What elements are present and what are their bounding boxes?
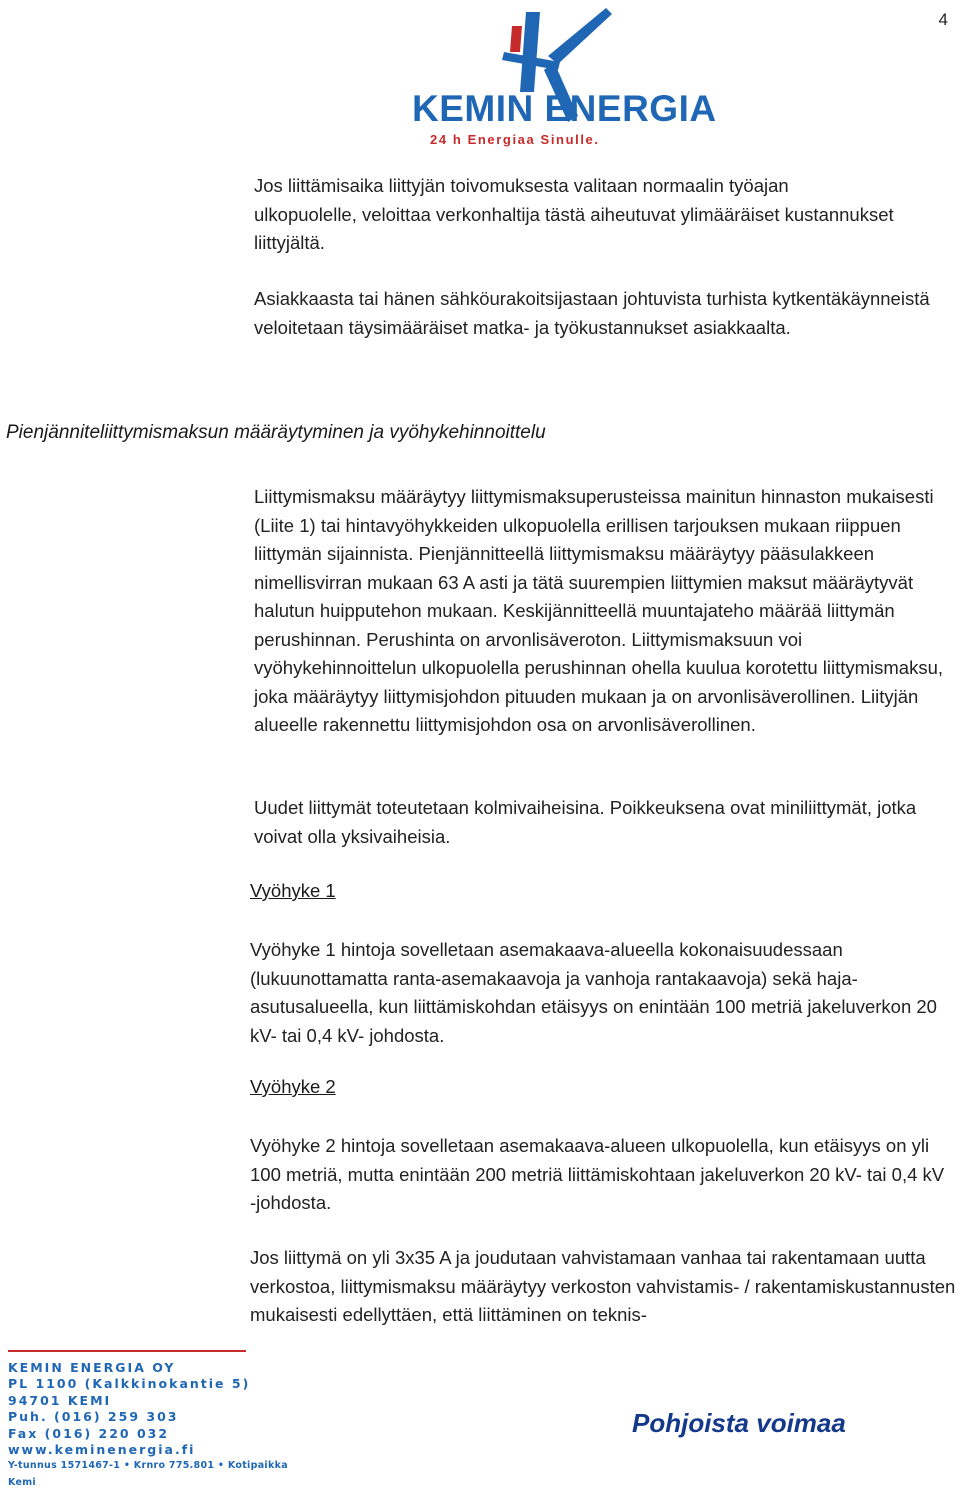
main-paragraph: Liittymismaksu määräytyy liittymismaksuperusteissa mainitun hinnaston mukaisesti (Liite 1) tai hintavyöhykkeiden ulkopuolella erillisen tarjouksen mukaan riippuen liittymän sijainnista. Pienjännitteellä liittymismaksu määräytyy pääsulakkeen nimellisvirran mukaan 63 A asti ja tätä suurempien liittymien maksut määräytyvät halutun huipputehon mukaan. Keskijännitteellä muuntajateho määrää liittymän perushinnan. Perushinta on arvonlisäveroton. Liittymismaksuun voi vyöhykehinnoittelun ulkopuolella perushinnan ohella kuulua korotettu liittymismaksu, joka määräytyy liittymisjohdon pituuden mukaan ja on arvonlisäverollinen. Liityjän alueelle rakennettu liittymisjohdon osa on arvonlisäverollinen. xyxy=(254,486,944,735)
footer-fax: Fax (016) 220 032 xyxy=(8,1425,170,1441)
zone-1-title: Vyöhyke 1 xyxy=(250,880,336,901)
slogan-logo: Pohjoista voimaa xyxy=(632,1408,846,1438)
reinforcement-paragraph: Jos liittymä on yli 3x35 A ja joudutaan vahvistamaan vanhaa tai rakentamaan uutta verkostoa, liittymismaksu määräytyy verkoston vahvistamis- / rakentamiskustannusten mukaisesti edellyttäen, että liittäminen on teknis- xyxy=(250,1247,956,1325)
logo-tagline: 24 h Energiaa Sinulle. xyxy=(430,132,600,147)
footer-divider xyxy=(8,1350,246,1352)
logo-name: KEMIN ENERGIA xyxy=(412,88,717,129)
section-heading: Pienjänniteliittymismaksun määräytyminen ja vyöhykehinnoittelu xyxy=(6,422,546,443)
footer-contact xyxy=(8,1360,318,1491)
page-number: 4 xyxy=(938,10,948,29)
zone-2-title: Vyöhyke 2 xyxy=(250,1076,336,1097)
footer-ids: Y-tunnus 1571467-1 • Krnro 775.801 • Kotipaikka Kemi xyxy=(8,1460,288,1488)
kemin-energia-logo xyxy=(408,6,717,147)
footer-web: www.keminenergia.fi xyxy=(8,1442,196,1458)
footer-phone: Puh. (016) 259 303 xyxy=(8,1409,179,1425)
intro-paragraph-1: Jos liittämisaika liittyjän toivomuksesta valitaan normaalin työajan ulkopuolelle, veloittaa verkonhaltija tästä aiheutuvat ylimääräiset kustannukset liittyjältä. xyxy=(254,175,894,253)
phases-paragraph: Uudet liittymät toteutetaan kolmivaiheisina. Poikkeuksena ovat miniliittymät, jotka voivat olla yksivaiheisia. xyxy=(254,797,917,847)
footer-city: 94701 KEMI xyxy=(8,1392,112,1408)
footer-company: KEMIN ENERGIA OY xyxy=(8,1360,176,1375)
intro-paragraph-2: Asiakkaasta tai hänen sähköurakoitsijastaan johtuvista turhista kytkentäkäynneistä veloitetaan täysimääräiset matka- ja työkustannukset asiakkaalta. xyxy=(254,288,930,338)
footer-address: PL 1100 (Kalkkinokantie 5) xyxy=(8,1376,251,1392)
zone-1-paragraph: Vyöhyke 1 hintoja sovelletaan asemakaava-alueella kokonaisuudessaan (lukuunottamatta ranta-asemakaavoja ja vanhoja rantakaavoja) sekä haja-asutusalueella, kun liittämiskohdan etäisyys on enintään 100 metriä jakeluverkon 20 kV- tai 0,4 kV- johdosta. xyxy=(250,939,937,1046)
zone-2-paragraph: Vyöhyke 2 hintoja sovelletaan asemakaava-alueen ulkopuolella, kun etäisyys on yli 100 metriä, mutta enintään 200 metriä liittämiskohtaan jakeluverkon 20 kV- tai 0,4 kV -johdosta. xyxy=(250,1135,945,1213)
